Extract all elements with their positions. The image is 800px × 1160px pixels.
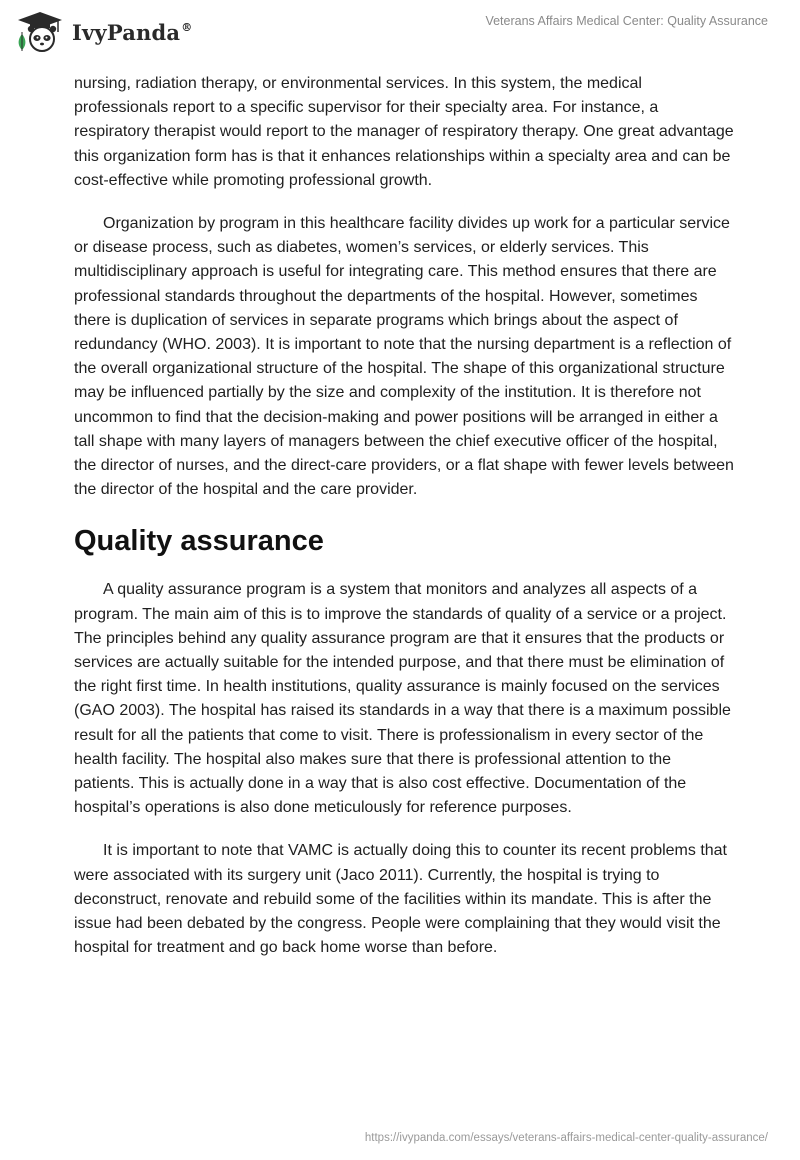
page-header [0, 0, 800, 70]
article-body [74, 72, 734, 980]
ivypanda-logo[interactable] [14, 10, 192, 54]
source-url[interactable]: https://ivypanda.com/essays/veterans-affairs-medical-center-quality-assurance/ [364, 1132, 768, 1144]
brand-name: IvyPanda® [72, 19, 193, 45]
section-heading-quality-assurance: Quality assurance [74, 525, 324, 558]
paragraph-2: Organization by program in this healthcare facility divides up work for a particular service or disease process, such as diabetes, women’s services, or elderly services. This multidisciplinary approach is useful for integrating care. This method ensures that there are professional standards throughout the departments of the hospital. However, sometimes there is duplication of services in separate programs which brings about the aspect of redundancy (WHO. 2003). It is important to note that the nursing department is a reflection of the overall organizational structure of the hospital. The shape of this organizational structure may be influenced partially by the size and complexity of the institution. It is therefore not uncommon to find that the decision-making and power positions will be arranged in either a tall shape with many layers of managers between the chief executive officer of the hospital, the director of nurses, and the direct-care providers, or a flat shape with fewer levels between the director of the hospital and the care provider. [74, 215, 734, 499]
document-title: Veterans Affairs Medical Center: Quality Assurance [485, 14, 768, 28]
paragraph-1: nursing, radiation therapy, or environmental services. In this system, the medical professionals report to a specific supervisor for their specialty area. For instance, a respiratory therapist would report to the manager of respiratory therapy. One great advantage this organization form has is that it enhances relationships within a specialty area and can be cost-effective while promoting professional growth. [74, 75, 734, 189]
paragraph-4: It is important to note that VAMC is actually doing this to counter its recent problems that were associated with its surgery unit (Jaco 2011). Currently, the hospital is trying to deconstruct, renovate and rebuild some of the facilities within its mandate. This is after the issue had been debated by the congress. People were complaining that they would visit the hospital for treatment and go back home worse than before. [74, 842, 727, 957]
panda-graduate-icon [14, 10, 66, 54]
paragraph-3: A quality assurance program is a system that monitors and analyzes all aspects of a program. The main aim of this is to improve the standards of quality of a service or a project. The principles behind any quality assurance program are that it ensures that the products or services are actually suitable for the intended purpose, and that there must be elimination of the right first time. In health institutions, quality assurance is mainly focused on the services (GAO 2003). The hospital has raised its standards in a way that there is a maximum possible result for all the patients that come to visit. There is professionalism in every sector of the health facility. The hospital also makes sure that there is professional attention to the patients. This is actually done in a way that is also cost effective. Documentation of the hospital’s operations is also done meticulously for reference purposes. [74, 581, 731, 817]
